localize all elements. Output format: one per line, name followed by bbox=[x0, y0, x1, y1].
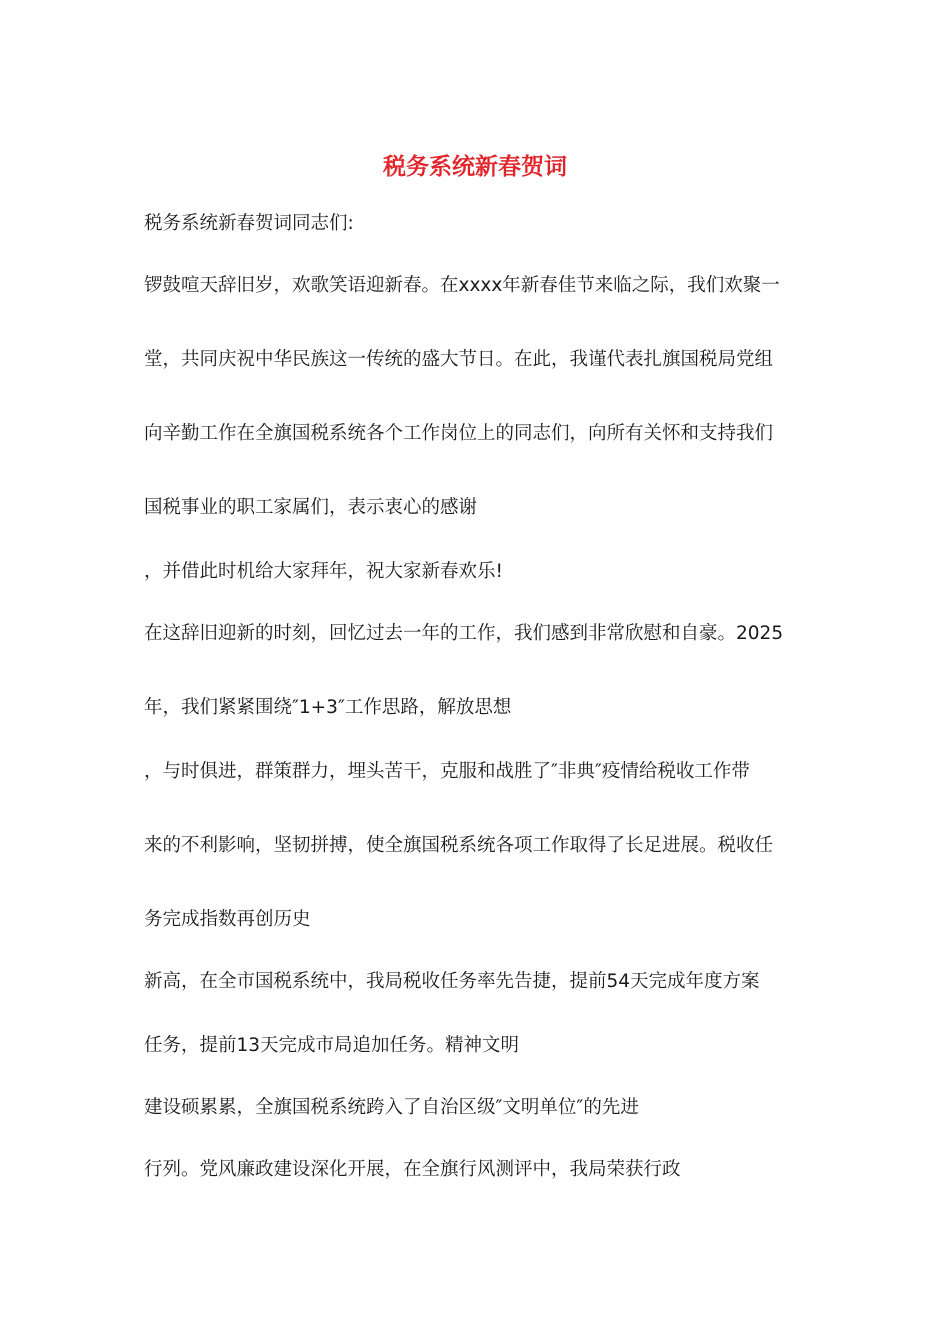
text-line: 建设硕累累，全旗国税系统跨入了自治区级″文明单位″的先进 bbox=[144, 1097, 639, 1118]
text-line: 向辛勤工作在全旗国税系统各个工作岗位上的同志们，向所有关怀和支持我们 bbox=[144, 423, 774, 444]
text-line: ，并借此时机给大家拜年，祝大家新春欢乐! bbox=[144, 561, 503, 582]
document-title: 税务系统新春贺词 bbox=[383, 153, 567, 180]
text-line: ，与时俱进，群策群力，埋头苦干，克服和战胜了″非典″疫情给税收工作带 bbox=[144, 761, 750, 782]
text-line: 锣鼓喧天辞旧岁，欢歌笑语迎新春。在xxxx年新春佳节来临之际，我们欢聚一 bbox=[144, 275, 780, 296]
text-line: 任务，提前13天完成市局追加任务。精神文明 bbox=[144, 1035, 520, 1056]
text-line: 行列。党风廉政建设深化开展，在全旗行风测评中，我局荣获行政 bbox=[144, 1159, 681, 1180]
text-line: 国税事业的职工家属们，表示衷心的感谢 bbox=[144, 497, 478, 518]
text-line: 新高，在全市国税系统中，我局税收任务率先告捷，提前54天完成年度方案 bbox=[144, 971, 760, 992]
text-line: 在这辞旧迎新的时刻，回忆过去一年的工作，我们感到非常欣慰和自豪。2025 bbox=[144, 623, 784, 644]
text-line: 务完成指数再创历史 bbox=[144, 909, 311, 930]
text-line-greeting: 税务系统新春贺词同志们: bbox=[144, 213, 354, 234]
text-line: 堂，共同庆祝中华民族这一传统的盛大节日。在此，我谨代表扎旗国税局党组 bbox=[144, 349, 774, 370]
text-line: 来的不利影响，坚韧拼搏，使全旗国税系统各项工作取得了长足进展。税收任 bbox=[144, 835, 774, 856]
text-line: 年，我们紧紧围绕″1+3″工作思路，解放思想 bbox=[144, 697, 512, 718]
